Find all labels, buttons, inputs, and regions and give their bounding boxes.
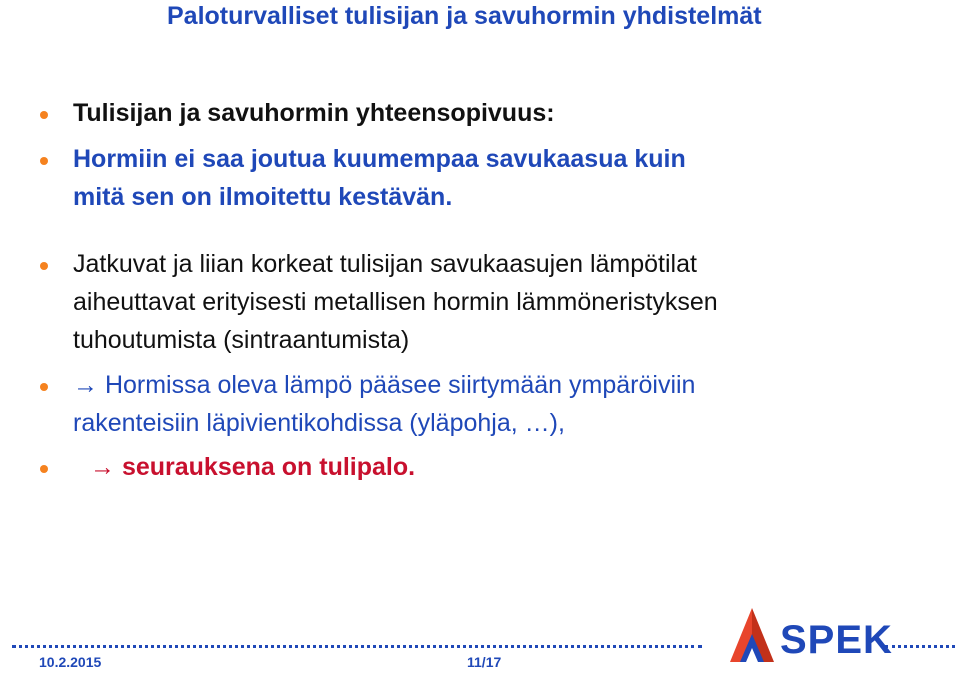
bullet-dot-icon xyxy=(40,262,48,270)
bullet-temperatures-line2: aiheuttavat erityisesti metallisen hormin lämmöneristyksen xyxy=(73,288,718,316)
bullet-consequence: → seurauksena on tulipalo. xyxy=(90,453,416,481)
footer-page-number: 11/17 xyxy=(467,654,502,670)
bullet-temperatures-line3: tuhoutumista (sintraantumista) xyxy=(73,326,410,354)
footer-date: 10.2.2015 xyxy=(39,654,102,670)
bullet-heat-transfer-line1: → Hormissa oleva lämpö pääsee siirtymään ympäröiviin xyxy=(73,371,696,399)
bullet-dot-icon xyxy=(40,465,48,473)
bullet-dot-icon xyxy=(40,157,48,165)
spek-flame-icon xyxy=(722,604,782,668)
bullet-heat-transfer-line2: rakenteisiin läpivientikohdissa (yläpohja, …), xyxy=(73,409,565,437)
footer-divider-left xyxy=(12,645,702,648)
bullet-compatibility: Tulisijan ja savuhormin yhteensopivuus: xyxy=(73,99,555,127)
slide-title: Paloturvalliset tulisijan ja savuhormin yhdistelmät xyxy=(167,2,762,30)
bullet-dot-icon xyxy=(40,383,48,391)
spek-logo xyxy=(722,604,952,668)
bullet-dot-icon xyxy=(40,111,48,119)
bullet-flue-gas-line1: Hormiin ei saa joutua kuumempaa savukaasua kuin xyxy=(73,145,686,173)
bullet-temperatures-line1: Jatkuvat ja liian korkeat tulisijan savukaasujen lämpötilat xyxy=(73,250,697,278)
spek-logo-text: SPEK xyxy=(780,618,893,662)
bullet-flue-gas-line2: mitä sen on ilmoitettu kestävän. xyxy=(73,183,453,211)
